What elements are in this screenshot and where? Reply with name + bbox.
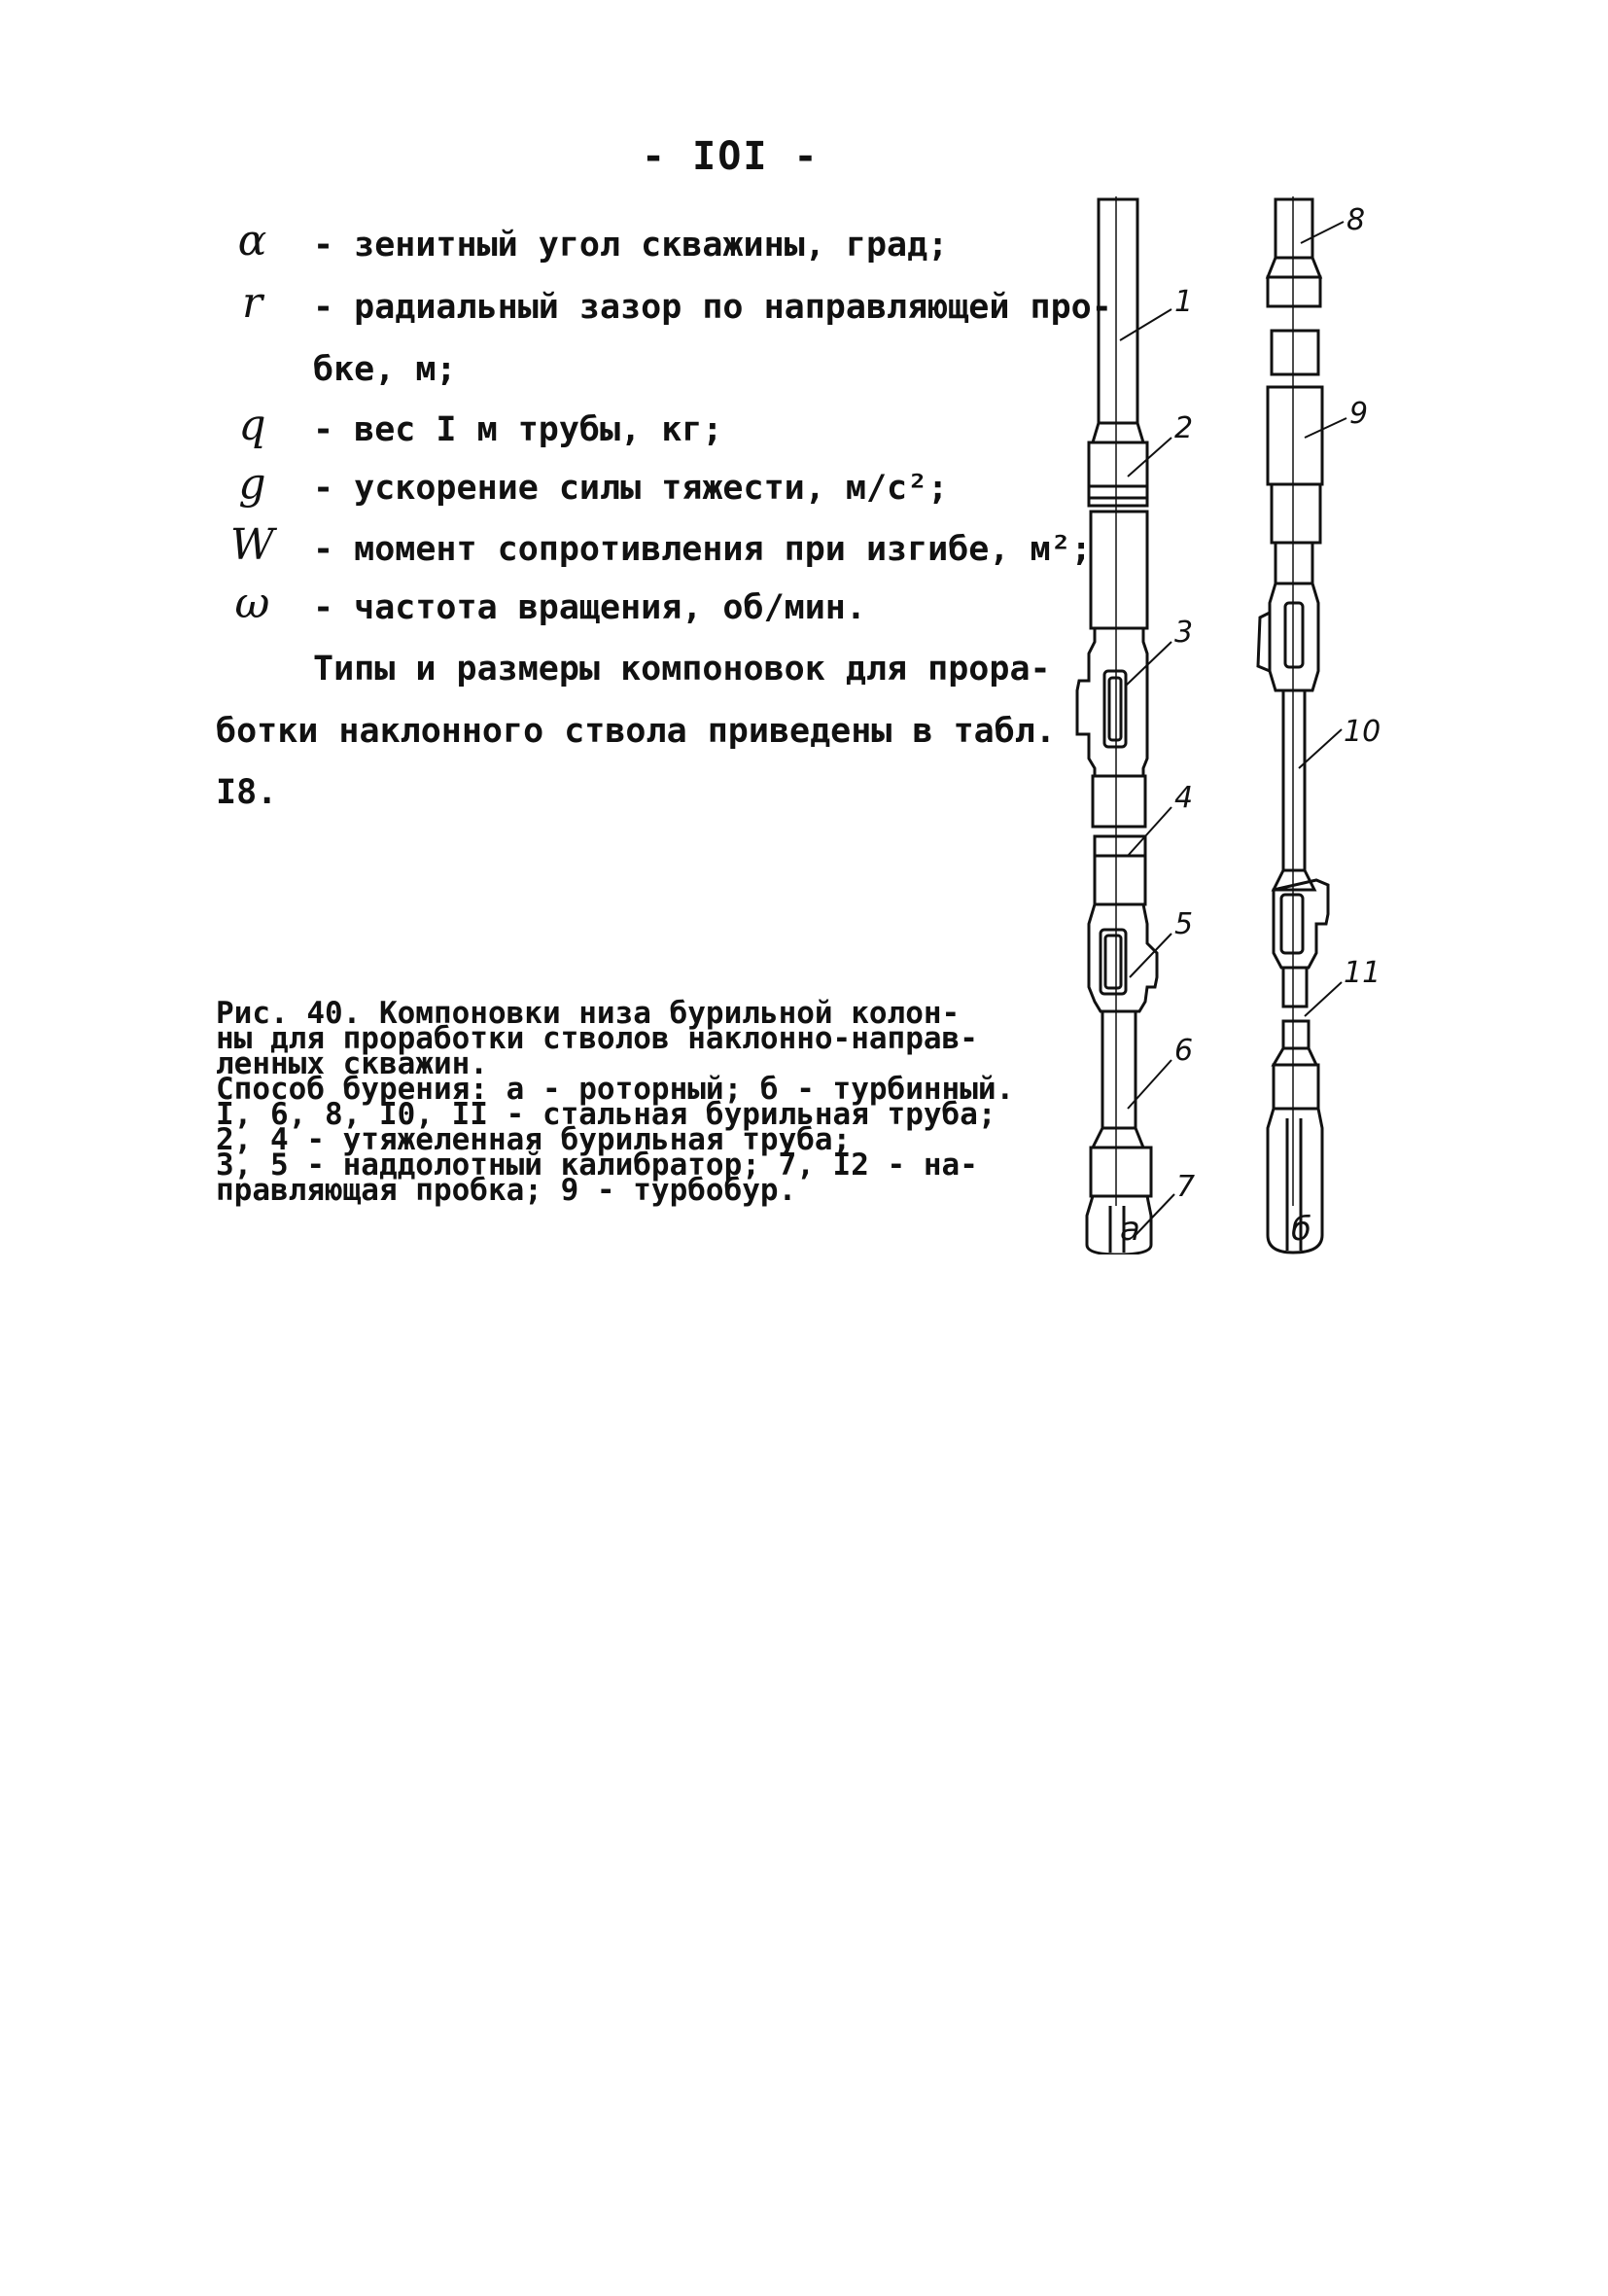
label-part: 6 xyxy=(1174,1034,1194,1068)
guide-plug xyxy=(1087,1196,1151,1254)
definition-text: - частота вращения, об/мин. xyxy=(313,588,866,627)
sublabel-a: а xyxy=(1120,1210,1140,1249)
caption-line-3: ленных скважин. xyxy=(216,1046,488,1081)
paragraph-line-2: ботки наклонного ствола приведены в табл. xyxy=(216,712,1056,751)
drill-pipe xyxy=(1099,199,1137,423)
symbol-g: g xyxy=(238,459,266,509)
leader-line xyxy=(1301,222,1344,243)
label-part: 1 xyxy=(1174,285,1194,319)
leader-line xyxy=(1136,1194,1174,1235)
definition-text: - радиальный зазор по направляющей про- xyxy=(313,288,1112,327)
drill-pipe xyxy=(1102,1011,1136,1128)
sub xyxy=(1272,331,1318,374)
leader-line xyxy=(1305,418,1346,438)
page-number: - IOI - xyxy=(642,134,820,179)
drill-pipe xyxy=(1283,1021,1309,1048)
calibrator xyxy=(1270,583,1318,690)
drill-collar xyxy=(1095,856,1145,904)
tool-joint xyxy=(1093,1128,1143,1148)
definition-text: - момент сопротивления при изгибе, м²; xyxy=(313,530,1092,569)
drill-collar xyxy=(1089,442,1147,506)
symbol-omega: ω xyxy=(234,579,270,628)
paragraph-line-1: Типы и размеры компоновок для прора- xyxy=(313,650,1051,689)
caption-line-4: Способ бурения: а - роторный; б - турбинный. xyxy=(216,1072,1015,1107)
label-part: 5 xyxy=(1174,907,1194,941)
turbodrill xyxy=(1272,484,1320,543)
leader-line xyxy=(1120,309,1171,340)
definition-text: - зенитный угол скважины, град; xyxy=(313,226,949,265)
definition-text: - ускорение силы тяжести, м/с²; xyxy=(313,469,949,508)
sublabel-b: б xyxy=(1291,1210,1311,1249)
caption-line-5: I, 6, 8, I0, II - стальная бурильная труба; xyxy=(216,1097,996,1132)
calibrator-pad xyxy=(1258,613,1270,671)
calibrator-blade xyxy=(1104,671,1126,747)
leader-line xyxy=(1128,807,1171,856)
caption-line-1: Рис. 40. Компоновки низа бурильной колон- xyxy=(216,996,961,1031)
label-part: 7 xyxy=(1176,1170,1196,1204)
label-part: 2 xyxy=(1174,411,1194,445)
leader-line xyxy=(1305,982,1342,1016)
definition-text: бке, м; xyxy=(313,350,457,389)
leader-line xyxy=(1130,934,1171,977)
caption-line-2: ны для проработки стволов наклонно-направ- xyxy=(216,1021,978,1056)
drill-collar xyxy=(1093,776,1145,827)
tool-joint xyxy=(1274,1048,1316,1065)
calibrator-blade xyxy=(1285,603,1303,667)
drill-pipe xyxy=(1283,690,1305,870)
drill-pipe xyxy=(1283,968,1307,1007)
symbol-alpha: α xyxy=(237,216,267,265)
label-part: 3 xyxy=(1174,616,1194,650)
tool-joint xyxy=(1274,870,1314,890)
drill-string-figure xyxy=(1050,185,1400,1254)
caption-line-7: 3, 5 - наддолотный калибратор; 7, I2 - на- xyxy=(216,1148,978,1183)
calibrator-blade-inner xyxy=(1109,678,1121,740)
turbodrill xyxy=(1268,387,1322,484)
drill-collar xyxy=(1091,512,1147,628)
calibrator-blade-inner xyxy=(1105,936,1121,988)
symbol-q: q xyxy=(238,401,266,450)
guide-plug-body xyxy=(1091,1148,1151,1196)
calibrator-blade xyxy=(1281,895,1303,953)
symbol-r: r xyxy=(241,278,263,328)
guide-plug-body xyxy=(1274,1065,1318,1109)
label-part: 11 xyxy=(1344,956,1381,990)
definition-text: - вес I м трубы, кг; xyxy=(313,410,723,449)
drill-pipe xyxy=(1276,199,1312,258)
calibrator xyxy=(1077,628,1147,776)
tool-joint xyxy=(1268,258,1320,277)
sub xyxy=(1268,277,1320,306)
assembly-a xyxy=(1077,196,1157,1254)
symbol-w: W xyxy=(229,520,275,570)
label-part: 9 xyxy=(1349,397,1369,431)
caption-line-8: правляющая пробка; 9 - турбобур. xyxy=(216,1173,797,1208)
label-part: 4 xyxy=(1174,781,1194,815)
caption-line-6: 2, 4 - утяжеленная бурильная труба; xyxy=(216,1122,852,1157)
label-part: 8 xyxy=(1346,203,1366,237)
assembly-b xyxy=(1258,196,1328,1253)
collar-band xyxy=(1089,486,1147,498)
label-part: 10 xyxy=(1344,715,1381,749)
paragraph-line-3: I8. xyxy=(216,773,278,812)
turbodrill-shaft xyxy=(1276,543,1312,583)
tool-joint xyxy=(1093,423,1143,442)
